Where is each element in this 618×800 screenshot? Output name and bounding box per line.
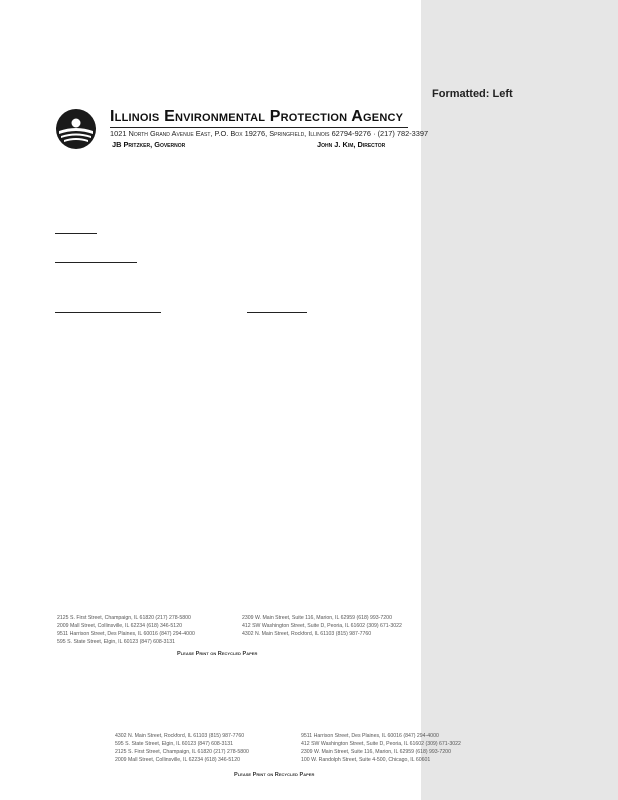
blank-line-recipient[interactable] — [55, 262, 137, 263]
footer-offices-left — [115, 732, 249, 764]
office-address: 2309 W. Main Street, Suite 116, Marion, IL 62959 (618) 993-7200 — [242, 615, 392, 621]
office-address: 2009 Mall Street, Collinsville, IL 62234 (618) 346-5120 — [115, 757, 240, 763]
footer-offices-left — [57, 614, 195, 646]
office-address: 2309 W. Main Street, Suite 116, Marion, IL 62959 (618) 993-7200 — [301, 749, 451, 755]
office-address: 100 W. Randolph Street, Suite 4-500, Chicago, IL 60601 — [301, 757, 431, 763]
office-address: 9511 Harrison Street, Des Plaines, IL 60016 (847) 294-4000 — [57, 631, 195, 637]
footer-offices-right — [242, 614, 402, 638]
office-address: 4302 N. Main Street, Rockford, IL 61103 (815) 987-7760 — [115, 733, 245, 739]
office-address: 4302 N. Main Street, Rockford, IL 61103 (815) 987-7760 — [242, 631, 372, 637]
governor-name: JB Pritzker, Governor — [112, 140, 186, 149]
illinois-epa-seal-icon — [55, 108, 97, 150]
blank-line-reference[interactable] — [247, 312, 307, 313]
office-address: 412 SW Washington Street, Suite D, Peoria, IL 61602 (309) 671-3022 — [242, 623, 402, 629]
agency-address: 1021 North Grand Avenue East, P.O. Box 19276, Springfield, Illinois 62794-9276 · (217) 782-3397 — [110, 129, 429, 138]
recycled-paper-note: Please Print on Recycled Paper — [177, 651, 258, 657]
director-name: John J. Kim, Director — [317, 140, 386, 149]
comment-pane — [421, 0, 618, 800]
agency-name: Illinois Environmental Protection Agency — [110, 108, 404, 125]
letterhead-rule — [110, 127, 408, 128]
office-address: 9511 Harrison Street, Des Plaines, IL 60016 (847) 294-4000 — [301, 733, 439, 739]
recycled-paper-note: Please Print on Recycled Paper — [234, 772, 315, 778]
footer-offices-right — [301, 732, 461, 764]
comment-pane-title: Formatted: Left — [432, 88, 513, 100]
office-address: 412 SW Washington Street, Suite D, Peoria, IL 61602 (309) 671-3022 — [301, 741, 461, 747]
office-address: 2125 S. First Street, Champaign, IL 61820 (217) 278-5800 — [115, 749, 249, 755]
office-address: 2009 Mall Street, Collinsville, IL 62234 (618) 346-5120 — [57, 623, 182, 629]
office-address: 595 S. State Street, Elgin, IL 60123 (847) 608-3131 — [57, 639, 176, 645]
office-address: 595 S. State Street, Elgin, IL 60123 (847) 608-3131 — [115, 741, 234, 747]
office-address: 2125 S. First Street, Champaign, IL 61820 (217) 278-5800 — [57, 615, 191, 621]
blank-line-subject[interactable] — [55, 312, 161, 313]
blank-line-date[interactable] — [55, 233, 97, 234]
